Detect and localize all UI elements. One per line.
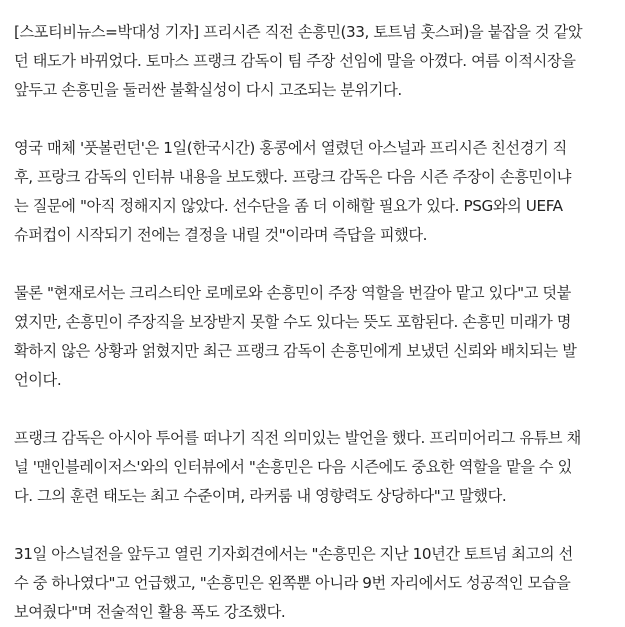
paragraph-5: [14, 540, 614, 627]
paragraph-line: 프랭크 감독은 아시아 투어를 떠나기 직전 의미있는 발언을 했다. 프리미어리그 유튜브 채: [14, 429, 581, 447]
paragraph-line: 31일 아스널전을 앞두고 열린 기자회견에서는 "손흥민은 지난 10년간 토트넘 최고의 선: [14, 545, 573, 563]
article-body: [14, 18, 614, 627]
paragraph-line: [스포티비뉴스=박대성 기자] 프리시즌 직전 손흥민(33, 토트넘 홋스퍼)을 붙잡을 것 같았: [14, 23, 583, 41]
paragraph-line: 슈퍼컵이 시작되기 전에는 결정을 내릴 것"이라며 즉답을 피했다.: [14, 226, 428, 244]
paragraph-line: 보여줬다"며 전술적인 활용 폭도 강조했다.: [14, 603, 286, 621]
paragraph-line: 던 태도가 바뀌었다. 토마스 프랭크 감독이 팀 주장 선임에 말을 아꼈다. 여름 이적시장을: [14, 52, 576, 70]
paragraph-line: 언이다.: [14, 371, 62, 389]
paragraph-line: 앞두고 손흥민을 둘러싼 불확실성이 다시 고조되는 분위기다.: [14, 81, 402, 99]
paragraph-line: 는 질문에 "아직 정해지지 않았다. 선수단을 좀 더 이해할 필요가 있다. PSG와의 UEFA: [14, 197, 563, 215]
paragraph-line: 널 '맨인블레이저스'와의 인터뷰에서 "손흥민은 다음 시즌에도 중요한 역할을 맡을 수 있: [14, 458, 572, 476]
paragraph-1: [14, 18, 614, 105]
paragraph-line: 수 중 하나였다"고 언급했고, "손흥민은 왼쪽뿐 아니라 9번 자리에서도 성공적인 모습을: [14, 574, 571, 592]
paragraph-line: 물론 "현재로서는 크리스티안 로메로와 손흥민이 주장 역할을 번갈아 맡고 있다"고 덧붙: [14, 284, 571, 302]
paragraph-line: 후, 프랑크 감독의 인터뷰 내용을 보도했다. 프랑크 감독은 다음 시즌 주장이 손흥민이냐: [14, 168, 572, 186]
paragraph-4: [14, 424, 614, 511]
paragraph-2: [14, 134, 614, 250]
paragraph-line: 였지만, 손흥민이 주장직을 보장받지 못할 수도 있다는 뜻도 포함된다. 손흥민 미래가 명: [14, 313, 572, 331]
paragraph-line: 영국 매체 '풋볼런던'은 1일(한국시간) 홍콩에서 열렸던 아스널과 프리시즌 친선경기 직: [14, 139, 567, 157]
paragraph-3: [14, 279, 614, 395]
paragraph-line: 확하지 않은 상황과 얽혔지만 최근 프랭크 감독이 손흥민에게 보냈던 신뢰와 배치되는 발: [14, 342, 577, 360]
paragraph-line: 다. 그의 훈련 태도는 최고 수준이며, 라커룸 내 영향력도 상당하다"고 말했다.: [14, 487, 507, 505]
